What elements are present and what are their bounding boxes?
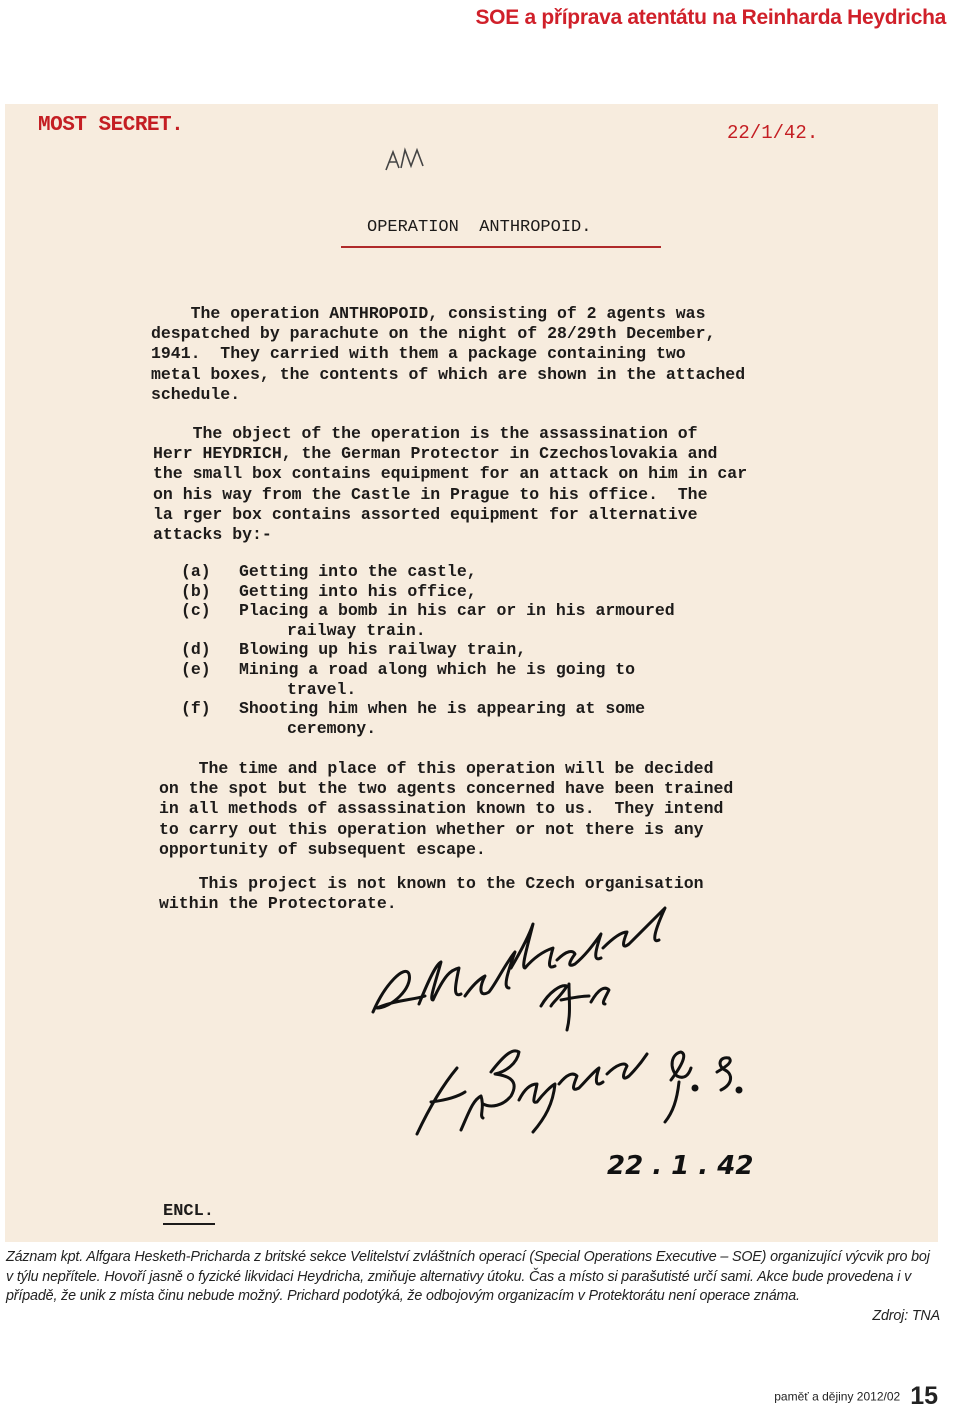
text-line: 1941. They carried with them a package containing two: [151, 344, 686, 364]
list-letter: (f): [181, 699, 211, 719]
list-item: [181, 699, 675, 738]
magazine-name: paměť a dějiny 2012/02: [774, 1389, 901, 1404]
running-title: SOE a příprava atentátu na Reinharda Heydricha: [475, 6, 946, 29]
text-line: The object of the operation is the assassination of: [153, 424, 698, 443]
text-line: This project is not known to the Czech organisation: [159, 874, 704, 893]
text-line: schedule.: [151, 384, 241, 404]
list-letter: (a): [181, 562, 211, 581]
document-date: 22/1/42.: [727, 122, 819, 144]
initials-mark: [383, 144, 427, 174]
text-line: the small box contains equipment for an attack on him in car: [153, 464, 748, 484]
text-line: in all methods of assassination known to us. They intend: [159, 799, 724, 819]
list-item: [181, 601, 675, 640]
text-line: within the Protectorate.: [159, 894, 397, 914]
list-item: [181, 562, 675, 582]
text-line: attacks by:-: [153, 525, 272, 545]
caption-source: Zdroj: TNA: [872, 1307, 940, 1324]
list-item: [181, 660, 675, 699]
paragraph-2: [153, 424, 747, 545]
signature-date: 22 . 1 . 42: [607, 1151, 754, 1181]
list-text-continued: railway train.: [287, 620, 426, 640]
text-line: opportunity of subsequent escape.: [159, 839, 486, 859]
text-line: on the spot but the two agents concerned have been trained: [159, 779, 734, 799]
list-letter: (c): [181, 601, 211, 621]
list-text: Placing a bomb in his car or in his armoured: [239, 601, 675, 621]
text-line: Herr HEYDRICH, the German Protector in Czechoslovakia and: [153, 444, 718, 464]
list-text: Blowing up his railway train,: [239, 640, 527, 660]
document-scan: [5, 104, 938, 1242]
list-text-continued: travel.: [287, 679, 357, 699]
attack-list: [181, 562, 675, 738]
handwritten-signature: [355, 904, 795, 1194]
paragraph-3: [159, 759, 733, 860]
figure-caption: [6, 1248, 940, 1326]
page-footer: [774, 1382, 938, 1411]
text-line: The operation ANTHROPOID, consisting of 2 agents was: [151, 304, 706, 323]
list-text: Mining a road along which he is going to: [239, 659, 636, 679]
classification-stamp: MOST SECRET.: [38, 114, 184, 137]
text-line: metal boxes, the contents of which are shown in the attached: [151, 364, 746, 384]
list-letter: (b): [181, 581, 211, 601]
list-item: [181, 640, 675, 660]
enclosure-underline: [163, 1223, 215, 1225]
list-text: Getting into the castle,: [239, 562, 477, 581]
list-text: Shooting him when he is appearing at some: [239, 699, 645, 719]
text-line: on his way from the Castle in Prague to his office. The: [153, 484, 708, 504]
text-line: la rger box contains assorted equipment for alternative: [153, 504, 698, 524]
text-line: to carry out this operation whether or not there is any: [159, 819, 704, 839]
operation-title: OPERATION ANTHROPOID.: [367, 218, 592, 237]
enclosure-label: ENCL.: [163, 1202, 215, 1221]
text-line: despatched by parachute on the night of 28/29th December,: [151, 324, 716, 344]
list-text-continued: ceremony.: [287, 718, 377, 738]
text-line: The time and place of this operation will be decided: [159, 759, 714, 778]
list-letter: (d): [181, 640, 211, 660]
list-text: Getting into his office,: [239, 581, 477, 601]
list-item: [181, 582, 675, 602]
title-underline: [341, 246, 661, 248]
paragraph-1: [151, 304, 745, 405]
list-letter: (e): [181, 659, 211, 679]
page-number: 15: [910, 1382, 938, 1410]
caption-text: Záznam kpt. Alfgara Hesketh-Pricharda z britské sekce Velitelství zvláštních operací (Special Operations Executive – SOE) organizující výcvik pro boj v týlu nepřítele. Hovoří jasně o fyzické likvidaci Heydricha, zmiňuje alternativy útoku. Čas a místo si parašutisté určí sami. Akce bude provedena i v případě, že unik z místa činu nebude možný. Prichard podotýká, že odbojovým organizacím v Protektorátu není operace známa.: [6, 1249, 930, 1305]
